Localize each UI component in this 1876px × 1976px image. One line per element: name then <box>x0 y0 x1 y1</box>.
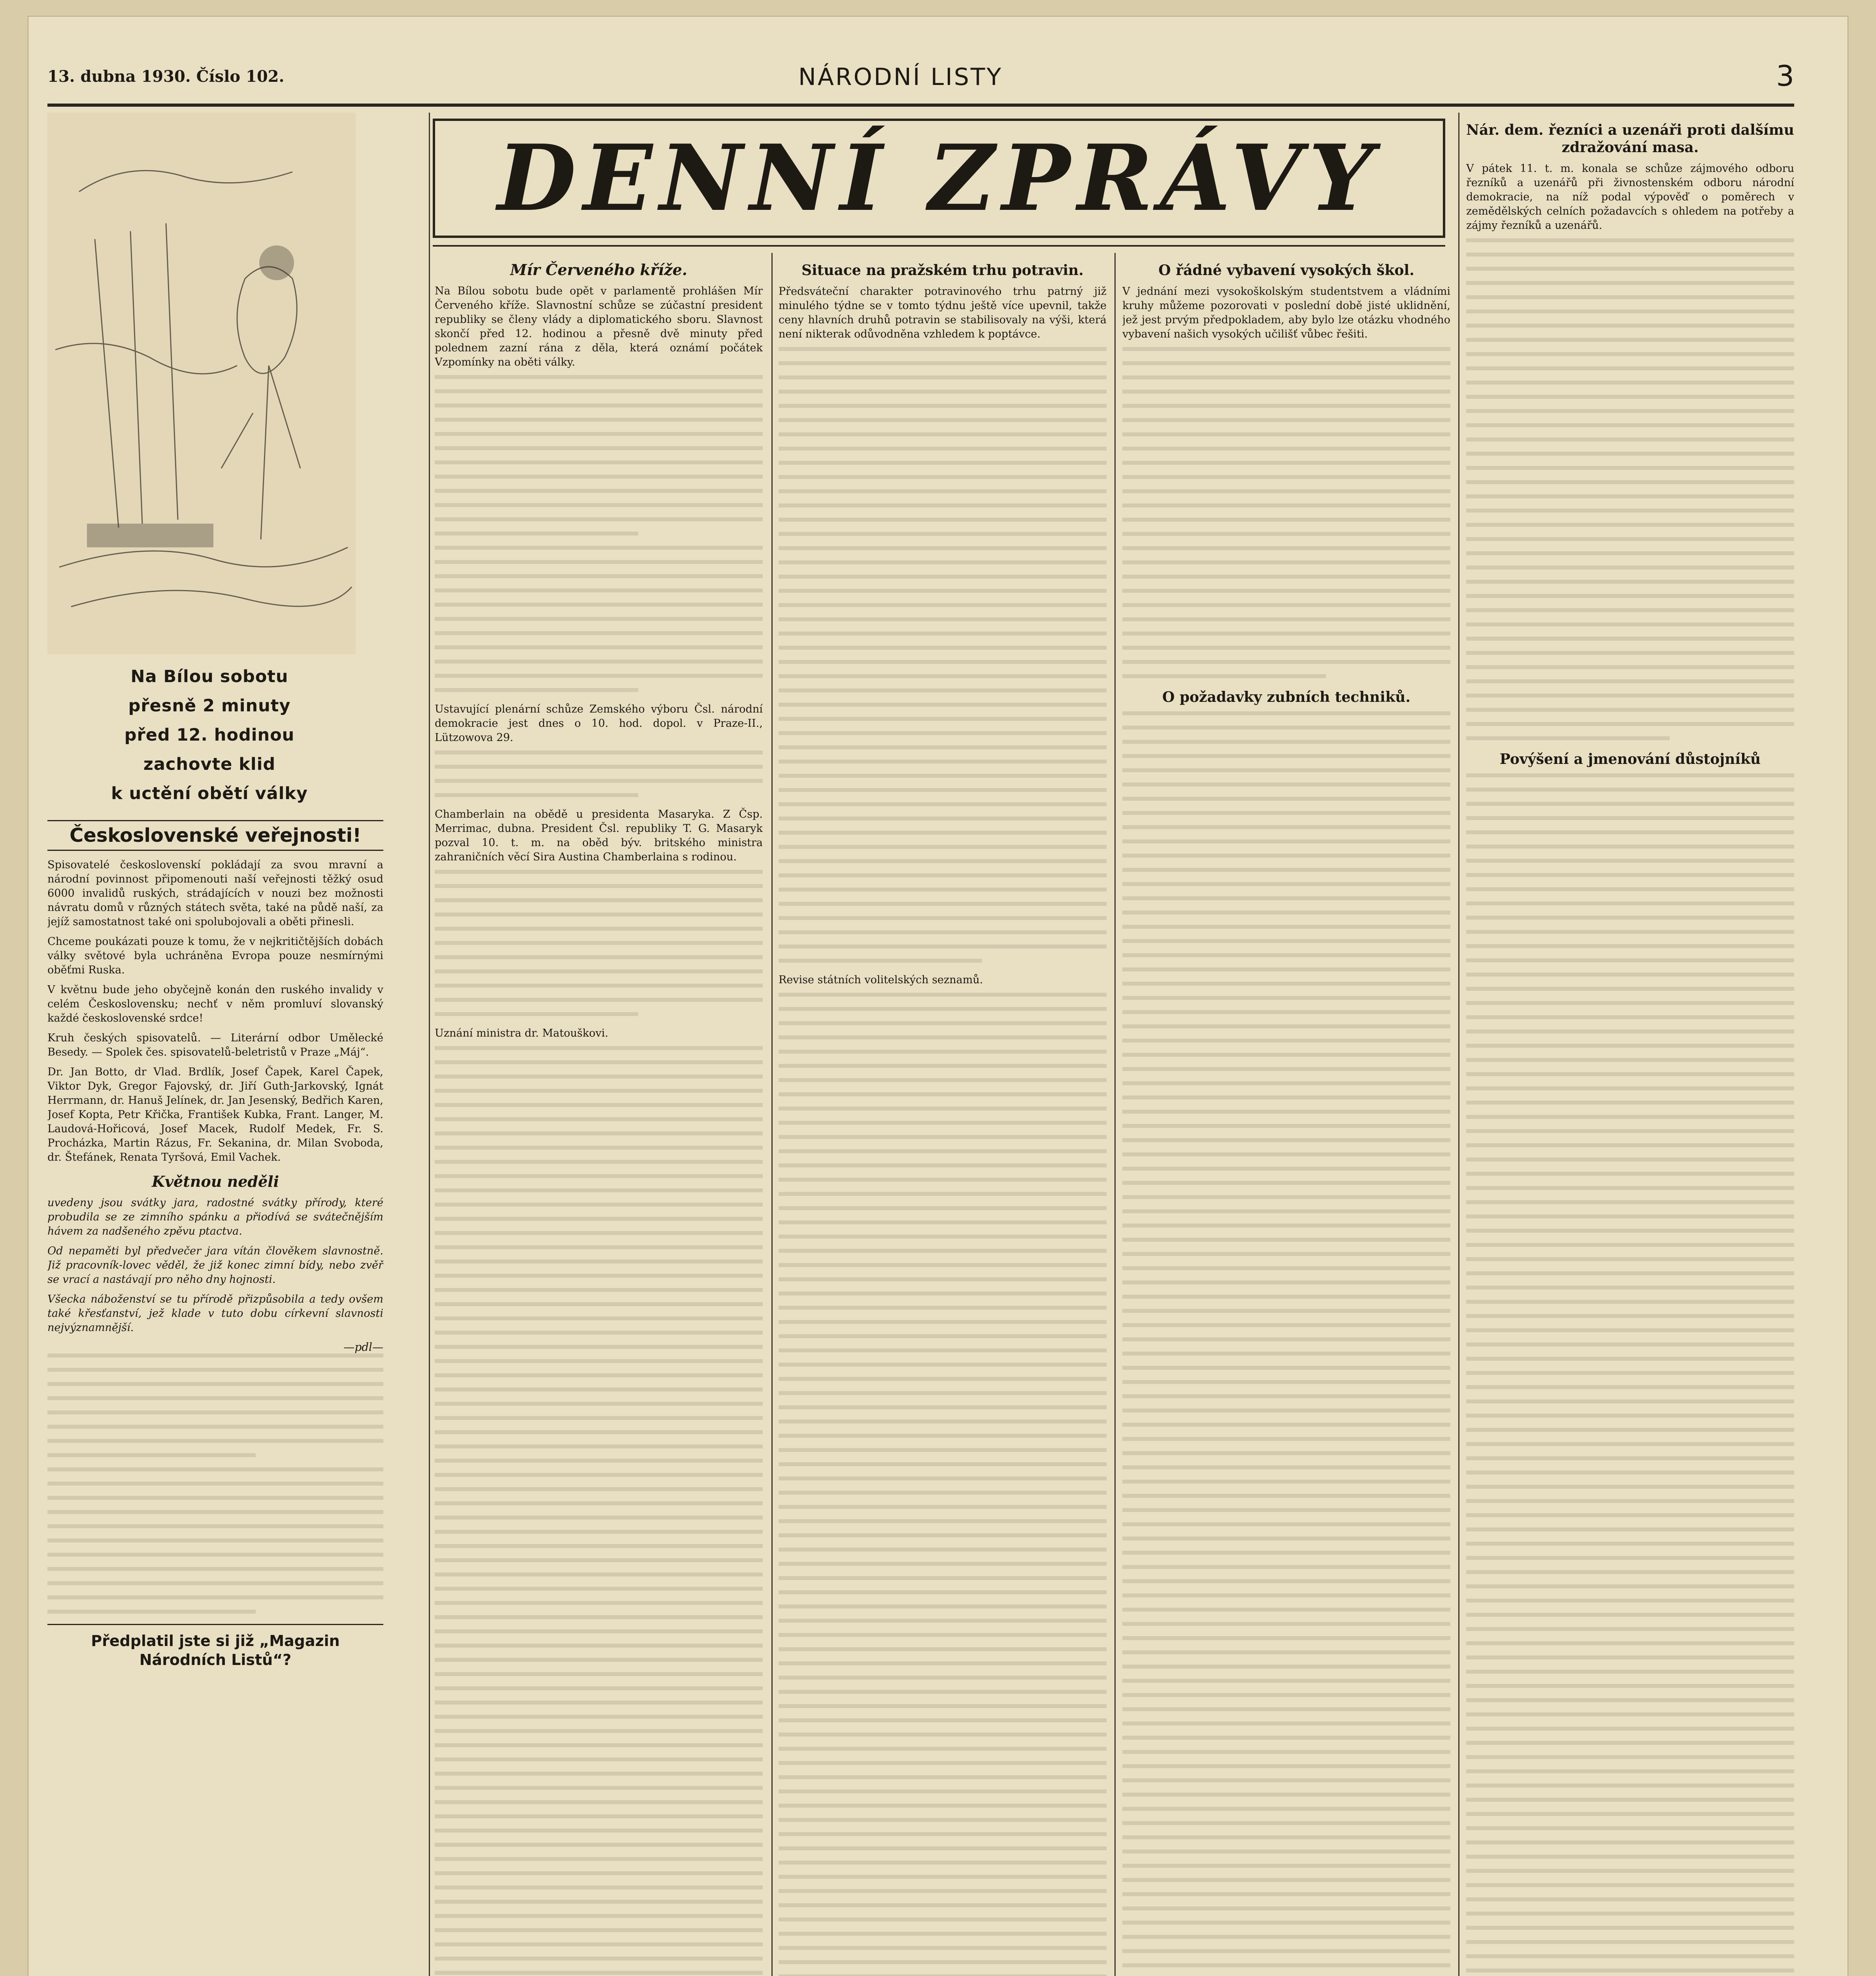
section-banner: DENNÍ ZPRÁVY <box>497 125 1381 232</box>
column-1 <box>47 113 383 1976</box>
article-paragraph: Revise státních volitelských seznamů. <box>779 974 983 986</box>
column-5 <box>1466 113 1794 1976</box>
appeal-title: Československé veřejnosti! <box>47 820 383 851</box>
section-title: Květnou neděli <box>151 1173 279 1190</box>
article-title: Povýšení a jmenování důstojníků <box>1499 751 1761 767</box>
article-paragraph: Chamberlain na obědě u presidenta Masaryka. Z Čsp. Merrimac, dubna. President Čsl. republiky T. G. Masaryk pozval 10. t. m. na oběd býv. britského ministra zahraničních věcí Sira Austina Chamberlaina s rodinou. <box>435 808 763 863</box>
section-paragraph: Od nepaměti byl předvečer jara vítán člověkem slavnostně. Již pracovník-lovec věděl, že již konec zimní bídy, nebo zvěř se vrací a nastávají pro něho dny hojnosti. <box>47 1245 383 1286</box>
article-title: O řádné vybavení vysokých škol. <box>1158 262 1414 279</box>
announcement-line: zachovte klid <box>143 754 276 774</box>
announcement <box>83 662 336 808</box>
announcement-line: přesně 2 minuty <box>128 696 291 716</box>
memorial-illustration <box>47 113 356 654</box>
issue-date: 13. dubna 1930. Číslo 102. <box>47 67 285 86</box>
announcement-line: před 12. hodinou <box>124 725 295 745</box>
column-2 <box>435 253 763 1976</box>
page-header <box>47 59 1794 103</box>
announcement-line: k uctění obětí války <box>111 784 308 803</box>
article-paragraph: Ustavující plenární schůze Zemského výboru Čsl. národní demokracie jest dnes o 10. hod. dopol. v Praze-II., Lützowova 29. <box>435 703 763 744</box>
column-4 <box>1122 253 1450 1976</box>
appeal-signatories-groups: Kruh českých spisovatelů. — Literární odbor Umělecké Besedy. — Spolek čes. spisovatelů-beletristů v Praze „Máj“. <box>47 1032 383 1058</box>
article-signature: —pdl— <box>343 1341 383 1354</box>
header-rule <box>47 104 1794 107</box>
article-title: Nár. dem. řezníci a uzenáři proti dalšímu zdražování masa. <box>1466 122 1794 156</box>
column-divider <box>771 253 773 1976</box>
section-paragraph: uvedeny jsou svátky jara, radostné svátky přírody, které probudila se ze zimního spánku a přiodívá se svátečnějším hávem za nadšeného zpěvu ptactva. <box>47 1197 383 1237</box>
appeal-paragraph: Spisovatelé československí pokládají za svou mravní a národní povinnost připomenouti naší veřejnosti těžký osud 6000 invalidů ruských, strádajících v nouzi bez možnosti návratu domů v různých státech světa, také na půdě naší, za jejíž samostatnost také oni spolubojovali a oběti přinesli. <box>47 859 383 928</box>
subscription-box-title: Předplatil jste si již „Magazin Národních Listů“? <box>47 1624 383 1669</box>
page-number: 3 <box>1776 59 1794 92</box>
article-title: Mír Červeného kříže. <box>510 261 688 279</box>
article-paragraph: Uznání ministra dr. Matouškovi. <box>435 1027 609 1039</box>
article-paragraph: V jednání mezi vysokoškolským studentstvem a vládními kruhy můžeme pozorovati v poslední době jisté uklidnění, jež jest prvým předpokladem, aby bylo lze otázku vhodného vybavení našich vysokých učilišť vůbec řešiti. <box>1122 285 1450 340</box>
column-divider <box>429 113 430 1976</box>
appeal-paragraph: Chceme poukázati pouze k tomu, že v nejkritičtějších dobách války světové byla uchráněna Evropa pouze nesmírnými oběťmi Ruska. <box>47 935 383 976</box>
section-paragraph: Všecka náboženství se tu přírodě přizpůsobila a tedy ovšem také křesťanství, jež klade v tuto dobu církevní slavnosti nejvýznamnější. <box>47 1293 383 1334</box>
banner-rule <box>433 245 1445 247</box>
article-paragraph: V pátek 11. t. m. konala se schůze zájmového odboru řezníků a uzenářů při živnostenském odboru národní demokracie, na níž podal výpověď o poměrech v zemědělských celních požadavcích s ohledem na potřeby a zájmy řezníků a uzenářů. <box>1466 162 1794 232</box>
column-divider <box>1114 253 1116 1976</box>
article-paragraph: Na Bílou sobotu bude opět v parlamentě prohlášen Mír Červeného kříže. Slavnostní schůze se zúčastní president republiky se členy vlády a diplomatického sboru. Slavnost skončí před 12. hodinou a přesně dvě minuty před polednem zazní rána z děla, která oznámí počátek Vzpomínky na oběti války. <box>435 285 763 368</box>
article-paragraph: Předsváteční charakter potravinového trhu patrný již minulého týdne se v tomto týdnu ještě více upevnil, takže ceny hlavních druhů potravin se stabilisovaly na výši, která není nikterak odůvodněna vzhledem k poptávce. <box>779 285 1107 340</box>
appeal-names: Dr. Jan Botto, dr Vlad. Brdlík, Josef Čapek, Karel Čapek, Viktor Dyk, Gregor Fajovský, dr. Jiří Guth-Jarkovský, Ignát Herrmann, dr. Hanuš Jelínek, dr. Jan Jesenský, Bedřich Karen, Josef Kopta, Petr Křička, František Kubka, Frant. Langer, M. Laudová-Hořicová, Josef Macek, Rudolf Medek, Fr. S. Procházka, Martin Rázus, Fr. Sekanina, dr. Milan Svoboda, dr. Štefánek, Renata Tyršová, Emil Vachek. <box>47 1066 383 1163</box>
article-title: O požadavky zubních techniků. <box>1162 689 1411 705</box>
masthead: NÁRODNÍ LISTY <box>798 63 1003 91</box>
article-title: Situace na pražském trhu potravin. <box>801 262 1084 279</box>
announcement-line: Na Bílou sobotu <box>130 667 288 686</box>
column-divider <box>1458 113 1459 1976</box>
column-3 <box>779 253 1107 1976</box>
appeal-paragraph: V květnu bude jeho obyčejně konán den ruského invalidy v celém Československu; nechť v něm promluví slovanský každé československé srdce! <box>47 984 383 1024</box>
